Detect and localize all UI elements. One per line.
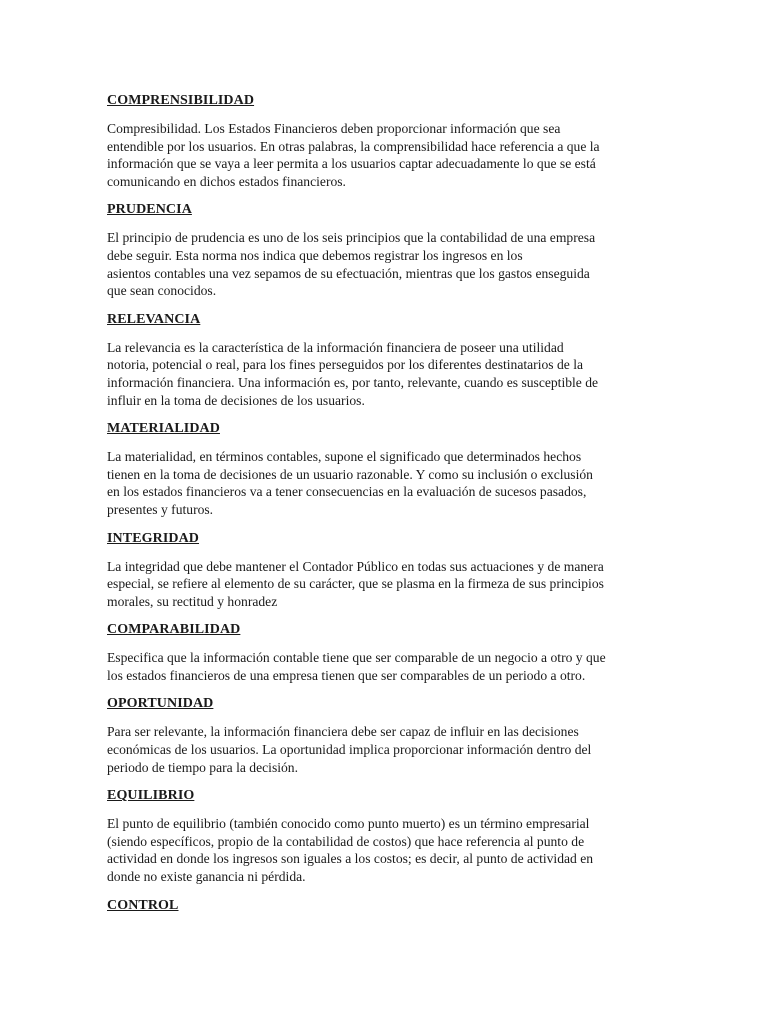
paragraph-line: presentes y futuros. [107,501,214,517]
paragraph-line: tienen en la toma de decisiones de un usuario razonable. Y como su inclusión o exclusión [107,466,593,482]
paragraph-line: Especifica que la información contable tiene que ser comparable de un negocio a otro y que [107,650,606,666]
section-heading: COMPRENSIBILIDAD [107,93,255,108]
section-heading: INTEGRIDAD [107,530,200,546]
paragraph-line: morales, su rectitud y honradez [107,593,278,609]
paragraph-line: notoria, potencial o real, para los fines perseguidos por los diferentes destinatarios de la [107,357,584,373]
section-paragraph [107,448,667,518]
section-materialidad [107,420,667,518]
paragraph-line: que sean conocidos. [107,283,217,299]
paragraph-line: La materialidad, en términos contables, supone el significado que determinados hechos [107,449,582,465]
section-paragraph [107,229,667,299]
section-heading: OPORTUNIDAD [107,696,214,712]
section-paragraph [107,649,667,684]
paragraph-line: actividad en donde los ingresos son iguales a los costos; es decir, al punto de actividad en [107,851,594,867]
section-comparabilidad [107,621,667,684]
paragraph-line: Compresibilidad. Los Estados Financieros deben proporcionar información que sea [107,121,561,136]
section-heading: RELEVANCIA [107,311,201,327]
paragraph-line: información que se vaya a leer permita a los usuarios captar adecuadamente lo que se está [107,156,596,172]
paragraph-line: en los estados financieros va a tener consecuencias en la evaluación de sucesos pasados, [107,484,587,500]
paragraph-line: (siendo específicos, propio de la contabilidad de costos) que hace referencia al punto de [107,833,585,849]
paragraph-line: Para ser relevante, la información financiera debe ser capaz de influir en las decisiones [107,724,579,740]
section-heading: PRUDENCIA [107,202,192,218]
section-equilibrio [107,787,667,885]
paragraph-line: La relevancia es la característica de la información financiera de poseer una utilidad [107,339,564,355]
paragraph-line: económicas de los usuarios. La oportunidad implica proporcionar información dentro del [107,742,592,758]
section-oportunidad [107,695,667,776]
paragraph-line: asientos contables una vez sepamos de su efectuación, mientras que los gastos enseguida [107,265,590,281]
section-heading: EQUILIBRIO [107,788,195,804]
paragraph-line: especial, se refiere al elemento de su carácter, que se plasma en la firmeza de sus principios [107,576,604,592]
paragraph-line: información financiera. Una información es, por tanto, relevante, cuando es susceptible de [107,374,599,390]
section-heading: CONTROL [107,897,179,913]
section-paragraph [107,339,667,409]
section-heading: COMPARABILIDAD [107,622,241,638]
paragraph-line: periodo de tiempo para la decisión. [107,759,299,775]
section-paragraph [107,558,667,611]
paragraph-line: La integridad que debe mantener el Contador Público en todas sus actuaciones y de manera [107,558,604,574]
section-relevancia [107,311,667,409]
paragraph-line: donde no existe ganancia ni pérdida. [107,869,306,885]
document-page [107,92,667,925]
section-paragraph [107,120,667,190]
paragraph-line: El punto de equilibrio (también conocido como punto muerto) es un término empresarial [107,816,590,832]
section-prudencia [107,201,667,299]
section-control [107,897,667,914]
paragraph-line: entendible por los usuarios. En otras palabras, la comprensibilidad hace referencia a que la [107,138,600,154]
section-comprensibilidad [107,92,667,190]
paragraph-line: influir en la toma de decisiones de los usuarios. [107,392,365,408]
section-paragraph [107,815,667,885]
paragraph-line: los estados financieros de una empresa tienen que ser comparables de un periodo a otro. [107,667,586,683]
section-integridad [107,530,667,611]
paragraph-line: debe seguir. Esta norma nos indica que debemos registrar los ingresos en los [107,247,523,263]
paragraph-line: comunicando en dichos estados financieros. [107,173,346,189]
section-heading: MATERIALIDAD [107,421,220,437]
paragraph-line: El principio de prudencia es uno de los seis principios que la contabilidad de una empresa [107,230,596,246]
section-paragraph [107,723,667,776]
